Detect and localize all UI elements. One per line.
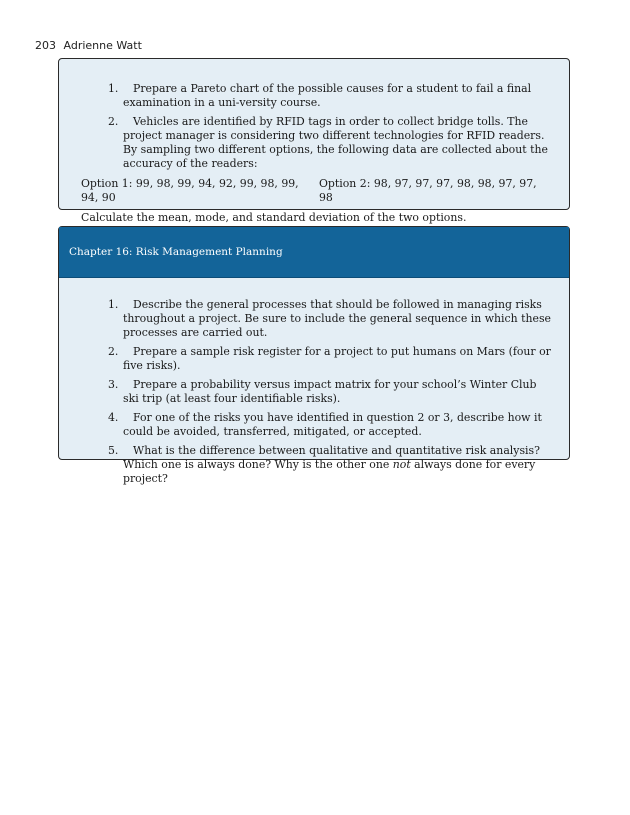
item-text: Prepare a Pareto chart of the possible causes for a student to fail a final examination in a uni-versity course. (123, 82, 532, 109)
exercise-list (81, 298, 555, 486)
item-number: 1. (108, 82, 119, 95)
list-item (81, 345, 555, 373)
emphasis-not: not (392, 458, 411, 471)
running-head (35, 39, 146, 52)
item-text: Describe the general processes that should be followed in managing risks throughout a project. Be sure to include the general sequence in which these processes are carried out. (123, 298, 551, 339)
author-name: Adrienne Watt (63, 39, 142, 52)
chapter-title: Chapter 16: Risk Management Planning (69, 246, 283, 258)
option-2-data: Option 2: 98, 97, 97, 97, 98, 98, 97, 97, 98 (318, 177, 537, 204)
item-text: Prepare a probability versus impact matrix for your school’s Winter Club ski trip (at least four identifiable risks). (123, 378, 537, 405)
list-item (81, 298, 555, 340)
item-number: 2. (108, 345, 119, 358)
item-text: Prepare a sample risk register for a project to put humans on Mars (four or five risks). (123, 345, 551, 372)
list-item (81, 378, 555, 406)
list-item (81, 411, 555, 439)
item-text: Vehicles are identified by RFID tags in order to collect bridge tolls. The project manager is considering two different technologies for RFID readers. By sampling two different options, the following data are collected about the accuracy of the readers: (123, 115, 548, 170)
rfid-data-row (81, 177, 551, 205)
item-number: 3. (108, 378, 119, 391)
item-number: 2. (108, 115, 119, 128)
exercise-box-body (59, 278, 569, 486)
calculation-instruction: Calculate the mean, mode, and standard deviation of the two options. (81, 211, 467, 224)
item-number: 1. (108, 298, 119, 311)
exercise-box-continued (58, 58, 570, 224)
item-number: 5. (108, 444, 119, 457)
item-text (123, 444, 555, 486)
list-item (81, 82, 551, 110)
exercise-list (81, 82, 551, 171)
item-text: For one of the risks you have identified in question 2 or 3, describe how it could be avoided, transferred, mitigated, or accepted. (123, 411, 542, 438)
item-text-end: always done for every project? (123, 458, 536, 485)
item-number: 4. (108, 411, 119, 424)
option-1-data: Option 1: 99, 98, 99, 94, 92, 99, 98, 99, 94, 90 (81, 177, 299, 204)
list-item (81, 115, 551, 171)
list-item (81, 444, 555, 486)
chapter-exercise-box (58, 226, 570, 485)
item-text-start: What is the difference between qualitative and quantitative risk analysis? Which one is always done? Why is the other one (123, 444, 540, 471)
chapter-title-bar (59, 227, 569, 278)
page-number: 203 (35, 39, 56, 52)
